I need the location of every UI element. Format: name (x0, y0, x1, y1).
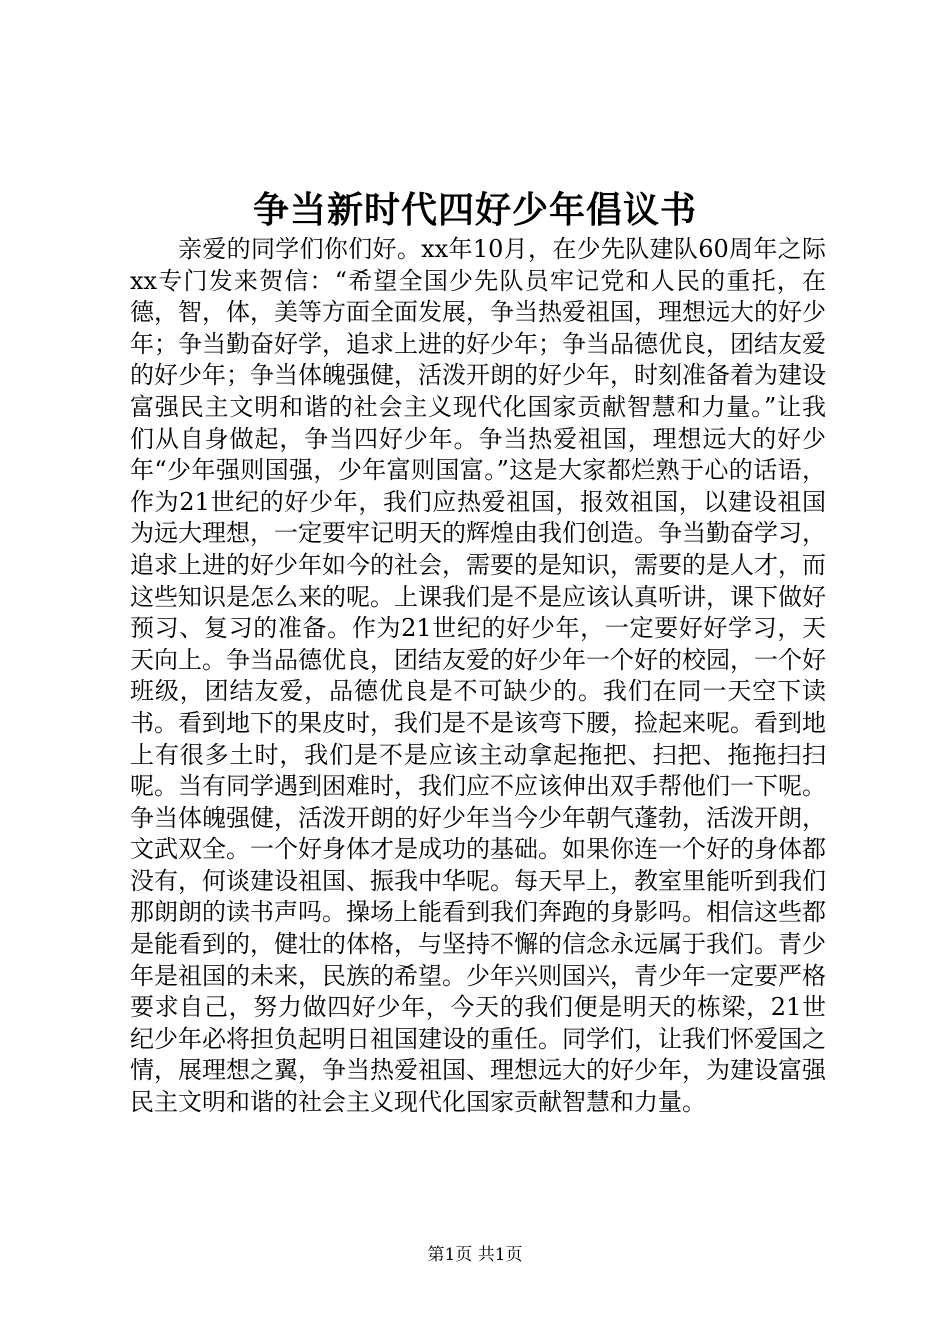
document-body: 亲爱的同学们你们好。xx年10月，在少先队建队60周年之际xx专门发来贺信：“希望全国少先队员牢记党和人民的重托，在德，智，体，美等方面全面发展，争当热爱祖国，理想远大的好少年；争当勤奋好学，追求上进的好少年；争当品德优良，团结友爱的好少年；争当体魄强健，活泼开朗的好少年，时刻准备着为建设富强民主文明和谐的社会主义现代化国家贡献智慧和力量。”让我们从自身做起，争当四好少年。争当热爱祖国，理想远大的好少年“少年强则国强，少年富则国富。”这是大家都烂熟于心的话语，作为21世纪的好少年，我们应热爱祖国，报效祖国，以建设祖国为远大理想，一定要牢记明天的辉煌由我们创造。争当勤奋学习，追求上进的好少年如今的社会，需要的是知识，需要的是人才，而这些知识是怎么来的呢。上课我们是不是应该认真听讲，课下做好预习、复习的准备。作为21世纪的好少年，一定要好好学习，天天向上。争当品德优良，团结友爱的好少年一个好的校园，一个好班级，团结友爱，品德优良是不可缺少的。我们在同一天空下读书。看到地下的果皮时，我们是不是该弯下腰，捡起来呢。看到地上有很多土时，我们是不是应该主动拿起拖把、扫把、拖拖扫扫呢。当有同学遇到困难时，我们应不应该伸出双手帮他们一下呢。争当体魄强健，活泼开朗的好少年当今少年朝气蓬勃，活泼开朗，文武双全。一个好身体才是成功的基础。如果你连一个好的身体都没有，何谈建设祖国、振我中华呢。每天早上，教室里能听到我们那朗朗的读书声吗。操场上能看到我们奔跑的身影吗。相信这些都是能看到的，健壮的体格，与坚持不懈的信念永远属于我们。青少年是祖国的未来，民族的希望。少年兴则国兴，青少年一定要严格要求自己，努力做四好少年，今天的我们便是明天的栋梁，21世纪少年必将担负起明日祖国建设的重任。同学们，让我们怀爱国之情，展理想之翼，争当热爱祖国、理想远大的好少年，为建设富强民主文明和谐的社会主义现代化国家贡献智慧和力量。 (130, 235, 826, 1117)
page-footer: 第1页 共1页 (427, 1245, 523, 1265)
document-title: 争当新时代四好少年倡议书 (252, 189, 697, 231)
